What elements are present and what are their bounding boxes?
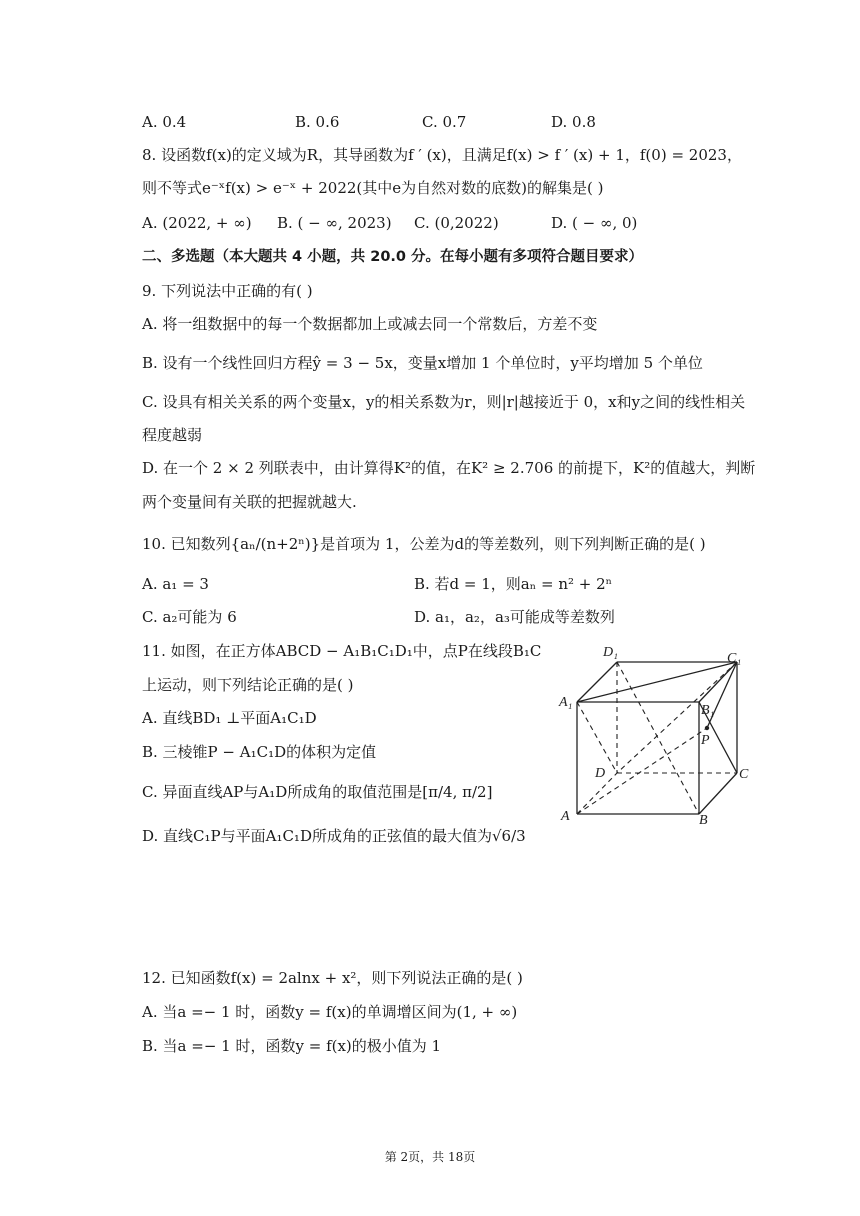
q11-option-d: D. 直线C₁P与平面A₁C₁D所成角的正弦值的最大值为√6/3: [142, 827, 526, 845]
q7-option-c: C. 0.7: [422, 113, 467, 131]
label-b1: B₁: [701, 703, 715, 718]
q11-option-c: C. 异面直线AP与A₁D所成角的取值范围是[π/4, π/2]: [142, 783, 493, 801]
q9-option-b: B. 设有一个线性回归方程ŷ = 3 − 5x，变量x增加 1 个单位时，y平均增加 5 个单位: [142, 354, 703, 372]
diagonal-a1-c1: [577, 662, 737, 702]
q10-option-d: D. a₁，a₂，a₃可能成等差数列: [414, 608, 615, 626]
cube-figure: [555, 640, 755, 830]
hidden-diagonal-a1-d: [577, 702, 617, 773]
q11-option-a: A. 直线BD₁ ⊥平面A₁C₁D: [142, 709, 317, 727]
segment-c1-p: [707, 662, 737, 728]
q11-stem-line2: 上运动，则下列结论正确的是( ): [142, 676, 354, 694]
q8-option-c: C. (0,2022): [414, 214, 499, 232]
q9-option-d-line1: D. 在一个 2 × 2 列联表中，由计算得K²的值，在K² ≥ 2.706 的前提下，K²的值越大，判断: [142, 459, 756, 477]
edge-c-b: [699, 773, 737, 814]
q8-option-d: D. ( − ∞, 0): [551, 214, 638, 232]
q7-option-b: B. 0.6: [295, 113, 340, 131]
label-d1: D₁: [603, 645, 618, 660]
q10-option-c: C. a₂可能为 6: [142, 608, 237, 626]
q10-stem: 10. 已知数列{aₙ/(n+2ⁿ)}是首项为 1，公差为d的等差数列，则下列判断正确的是( ): [142, 535, 706, 553]
hidden-diagonal-c1-d: [617, 662, 737, 773]
q8-stem-line2: 则不等式e⁻ˣf(x) > e⁻ˣ + 2022(其中e为自然对数的底数)的解集是( ): [142, 179, 604, 197]
q7-option-d: D. 0.8: [551, 113, 596, 131]
q11-stem-line1: 11. 如图，在正方体ABCD − A₁B₁C₁D₁中，点P在线段B₁C: [142, 642, 542, 660]
label-a1: A₁: [559, 695, 573, 710]
q10-option-a: A. a₁ = 3: [142, 575, 209, 593]
q8-option-a: A. (2022, + ∞): [142, 214, 252, 232]
label-c1: C₁: [727, 651, 742, 666]
q9-option-d-line2: 两个变量间有关联的把握就越大.: [142, 493, 357, 511]
q11-option-b: B. 三棱锥P − A₁C₁D的体积为定值: [142, 743, 377, 761]
label-a: A: [561, 809, 570, 824]
q9-option-c-line1: C. 设具有相关关系的两个变量x，y的相关系数为r，则|r|越接近于 0，x和y之间的线性相关: [142, 393, 746, 411]
edge-c1-b1: [699, 662, 737, 702]
q9-stem: 9. 下列说法中正确的有( ): [142, 282, 313, 300]
q12-option-b: B. 当a =− 1 时，函数y = f(x)的极小值为 1: [142, 1037, 442, 1055]
label-p: P: [701, 733, 710, 748]
edge-a1-d1: [577, 662, 617, 702]
label-b: B: [699, 813, 708, 828]
q8-option-b: B. ( − ∞, 2023): [277, 214, 392, 232]
q9-option-c-line2: 程度越弱: [142, 426, 203, 444]
q9-option-a: A. 将一组数据中的每一个数据都加上或减去同一个常数后，方差不变: [142, 315, 598, 333]
q7-option-a: A. 0.4: [142, 113, 187, 131]
section-heading-multiple-choice: 二、多选题（本大题共 4 小题，共 20.0 分。在每小题有多项符合题目要求）: [142, 249, 644, 265]
label-c: C: [739, 767, 749, 782]
hidden-diagonal-d1-b: [617, 662, 699, 814]
q12-option-a: A. 当a =− 1 时，函数y = f(x)的单调增区间为(1, + ∞): [142, 1003, 518, 1021]
page-footer: 第 2页，共 18页: [384, 1150, 476, 1164]
q10-option-b: B. 若d = 1，则aₙ = n² + 2ⁿ: [414, 575, 613, 593]
label-d: D: [595, 766, 606, 781]
point-p: [705, 726, 709, 730]
q12-stem: 12. 已知函数f(x) = 2alnx + x²，则下列说法正确的是( ): [142, 969, 523, 987]
q8-stem-line1: 8. 设函数f(x)的定义域为R，其导函数为f ′ (x)，且满足f(x) > f ′ (x) + 1，f(0) = 2023，: [142, 146, 742, 164]
